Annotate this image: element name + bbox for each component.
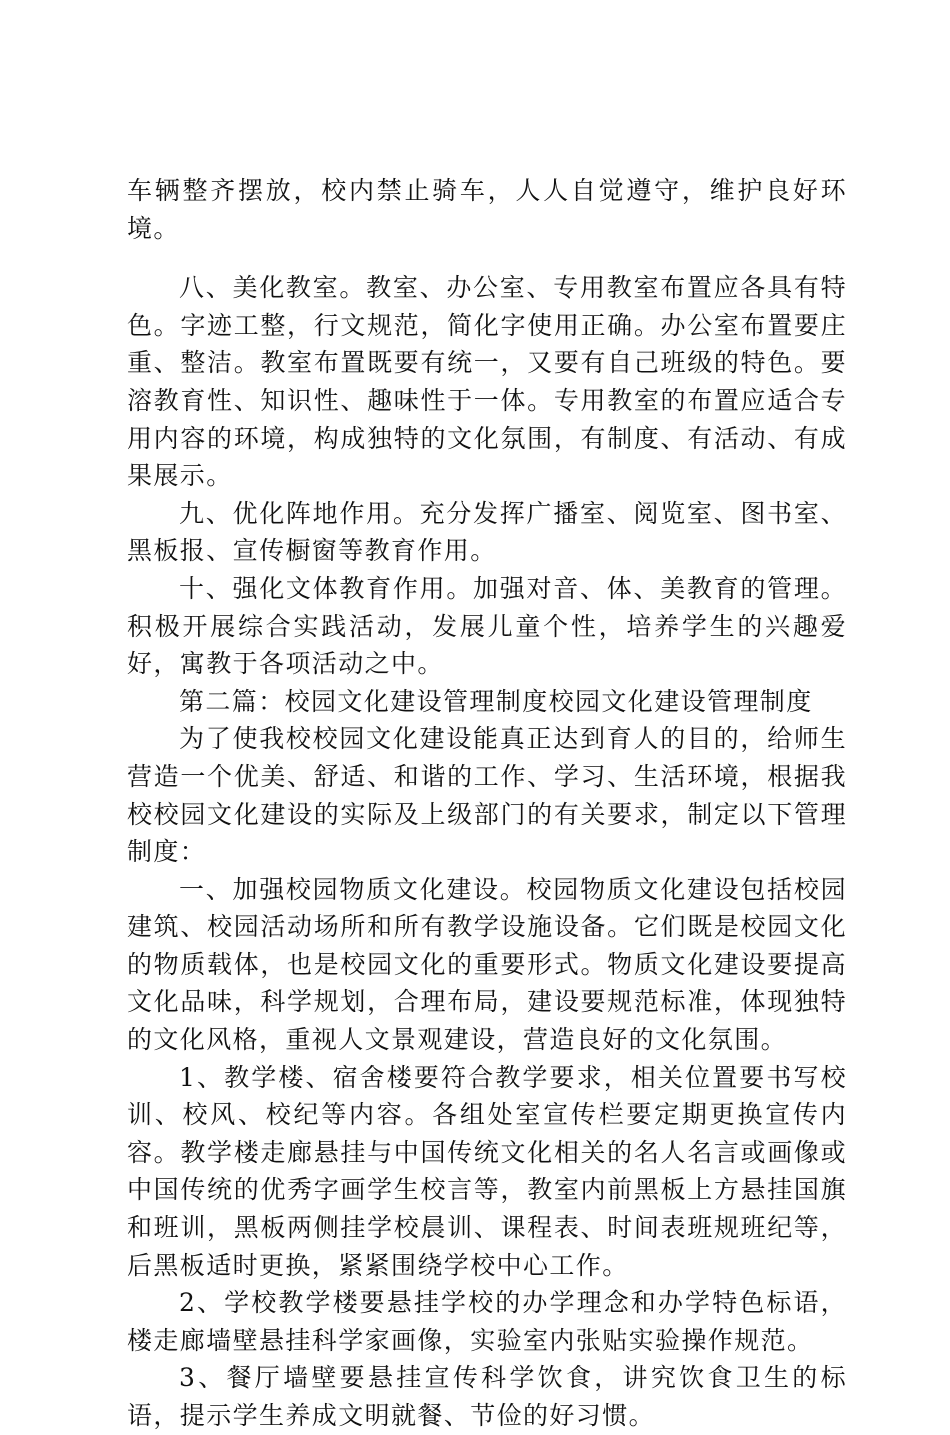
paragraph-subitem-1: 1、教学楼、宿舍楼要符合教学要求，相关位置要书写校训、校风、校纪等内容。各组处室宣传栏要定期更换宣传内容。教学楼走廊悬挂与中国传统文化相关的名人名言或画像或中国传统的优秀字画学生校言等，教室内前黑板上方悬挂国旗和班训，黑板两侧挂学校晨训、课程表、时间表班规班纪等，后黑板适时更换，紧紧围绕学校中心工作。 — [127, 1062, 847, 1280]
paragraph-continuation: 车辆整齐摆放，校内禁止骑车，人人自觉遵守，维护良好环境。 — [127, 176, 847, 243]
paragraph-subitem-2: 2、学校教学楼要悬挂学校的办学理念和办学特色标语，楼走廊墙壁悬挂科学家画像，实验室内张贴实验操作规范。 — [127, 1288, 847, 1355]
paragraph-section-10: 十、强化文体教育作用。加强对音、体、美教育的管理。积极开展综合实践活动，发展儿童个性，培养学生的兴趣爱好，寓教于各项活动之中。 — [127, 573, 847, 679]
paragraph-section-9: 九、优化阵地作用。充分发挥广播室、阅览室、图书室、黑板报、宣传橱窗等教育作用。 — [127, 498, 847, 566]
paragraph-subitem-3: 3、餐厅墙壁要悬挂宣传科学饮食，讲究饮食卫生的标语，提示学生养成文明就餐、节俭的好习惯。 — [127, 1363, 847, 1430]
paragraph-item-1: 一、加强校园物质文化建设。校园物质文化建设包括校园建筑、校园活动场所和所有教学设施设备。它们既是校园文化的物质载体，也是校园文化的重要形式。物质文化建设要提高文化品味，科学规划，合理布局，建设要规范标准，体现独特的文化风格，重视人文景观建设，营造良好的文化氛围。 — [127, 874, 847, 1055]
paragraph-intro: 为了使我校校园文化建设能真正达到育人的目的，给师生营造一个优美、舒适、和谐的工作、学习、生活环境，根据我校校园文化建设的实际及上级部门的有关要求，制定以下管理制度： — [127, 724, 847, 867]
paragraph-section-8: 八、美化教室。教室、办公室、专用教室布置应各具有特色。字迹工整，行文规范，简化字使用正确。办公室布置要庄重、整洁。教室布置既要有统一，又要有自己班级的特色。要溶教育性、知识性、趣味性于一体。专用教室的布置应适合专用内容的环境，构成独特的文化氛围，有制度、有活动、有成果展示。 — [127, 273, 847, 491]
chapter-heading: 第二篇：校园文化建设管理制度校园文化建设管理制度 — [179, 686, 813, 716]
document-body — [127, 172, 847, 1435]
